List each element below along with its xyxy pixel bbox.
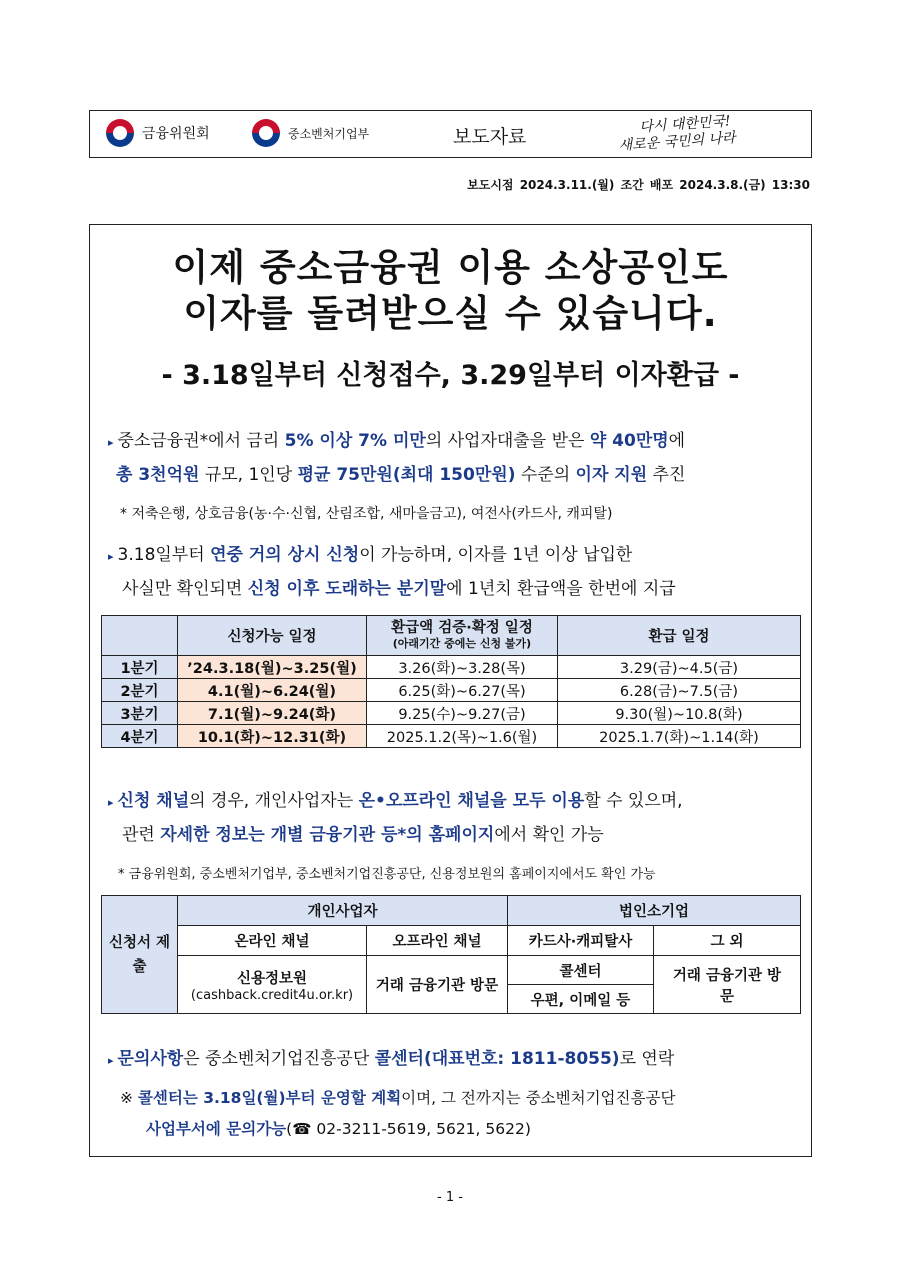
apply-cell: 4.1(월)~6.24(월) — [178, 679, 367, 702]
bullet-icon: ▸ — [108, 436, 114, 449]
bullet-icon: ▸ — [108, 1054, 114, 1067]
highlight: 콜센터는 3.18일(월)부터 운영할 계획 — [137, 1089, 402, 1107]
apply-cell: 7.1(월)~9.24(화) — [178, 702, 367, 725]
schedule-table — [101, 615, 801, 748]
fsc-logo — [106, 119, 210, 147]
text: 사실만 확인되면 — [122, 579, 248, 599]
row-header: 신청서 제출 — [102, 896, 178, 1014]
title-line1: 이제 중소금융권 이용 소상공인도 — [172, 246, 729, 289]
highlight: 이자 지원 — [575, 465, 648, 485]
verify-cell: 3.26(화)~3.28(목) — [367, 656, 558, 679]
refund-cell: 6.28(금)~7.5(금) — [558, 679, 801, 702]
para-1 — [108, 425, 798, 492]
refund-cell: 9.30(월)~10.8(화) — [558, 702, 801, 725]
col-header: 그 외 — [654, 926, 801, 956]
text: 규모, 1인당 — [199, 465, 298, 485]
verify-cell: 2025.1.2(목)~1.6(월) — [367, 725, 558, 748]
doc-type: 보도자료 — [453, 126, 527, 148]
subtitle: - 3.18일부터 신청접수, 3.29일부터 이자환급 - — [161, 360, 740, 391]
bullet-icon: ▸ — [108, 550, 114, 563]
highlight: 신청 채널 — [117, 791, 190, 811]
page-number: - 1 - — [437, 1190, 463, 1205]
text: 의 사업자대출을 받은 — [425, 431, 590, 451]
para-2 — [108, 539, 798, 606]
apply-cell: 10.1(화)~12.31(화) — [178, 725, 367, 748]
refund-cell: 2025.1.7(화)~1.14(화) — [558, 725, 801, 748]
text: 3.18일부터 — [117, 545, 211, 565]
mss-name: 중소벤처기업부 — [288, 126, 370, 141]
quarter-cell: 3분기 — [102, 702, 178, 725]
other-cell: 거래 금융기관 방문 — [654, 956, 801, 1014]
text: 할 수 있으며, — [584, 791, 683, 811]
col-header: 카드사·캐피탈사 — [508, 926, 654, 956]
highlight: 신청 이후 도래하는 분기말 — [247, 579, 447, 599]
text: ※ — [120, 1089, 138, 1107]
highlight: 총 3천억원 — [116, 465, 200, 485]
col-header: 환급 일정 — [558, 616, 801, 656]
verify-cell: 9.25(수)~9.27(금) — [367, 702, 558, 725]
online-url: (cashback.credit4u.or.kr) — [190, 987, 354, 1003]
taegeuk-icon — [106, 119, 134, 147]
col-header: 온라인 채널 — [178, 926, 367, 956]
card-callcenter-cell: 콜센터 — [508, 956, 654, 985]
highlight: 온•오프라인 채널을 모두 이용 — [358, 791, 585, 811]
col-header: 신청가능 일정 — [178, 616, 367, 656]
highlight: 평균 75만원(최대 150만원) — [297, 465, 516, 485]
offline-cell: 거래 금융기관 방문 — [367, 956, 508, 1014]
group-header: 개인사업자 — [178, 896, 508, 926]
table-row — [102, 702, 801, 725]
online-cell — [178, 956, 367, 1014]
text: 은 중소벤처기업진흥공단 — [183, 1049, 375, 1069]
col-header-note: (아래기간 중에는 신청 불가) — [392, 636, 532, 650]
header-box — [89, 110, 812, 158]
text: 추진 — [647, 465, 686, 485]
highlight: 5% 이상 7% 미만 — [284, 431, 426, 451]
text: 중소금융권*에서 금리 — [117, 431, 285, 451]
table-row — [102, 725, 801, 748]
quarter-cell: 4분기 — [102, 725, 178, 748]
highlight: 콜센터(대표번호: 1811-8055) — [374, 1049, 620, 1069]
text: 에서 확인 가능 — [494, 825, 604, 845]
quarter-cell: 1분기 — [102, 656, 178, 679]
col-header-text: 환급액 검증·확정 일정 — [391, 619, 533, 636]
refund-cell: 3.29(금)~4.5(금) — [558, 656, 801, 679]
table-corner — [102, 616, 178, 656]
text: 의 경우, 개인사업자는 — [189, 791, 359, 811]
highlight: 약 40만명 — [589, 431, 669, 451]
text: 이며, 그 전까지는 중소벤처기업진흥공단 — [401, 1089, 676, 1107]
slogan — [617, 113, 736, 155]
main-box — [89, 224, 812, 1157]
text: 관련 — [122, 825, 161, 845]
apply-cell: ’24.3.18(월)~3.25(월) — [178, 656, 367, 679]
text: 수준의 — [515, 465, 576, 485]
release-info: 보도시점 2024.3.11.(월) 조간 배포 2024.3.8.(금) 13:30 — [467, 178, 810, 192]
highlight: 연중 거의 상시 신청 — [210, 545, 360, 565]
footnote-2: * 금융위원회, 중소벤처기업부, 중소벤처기업진흥공단, 신용정보원의 홈페이지에서도 확인 가능 — [118, 867, 656, 882]
taegeuk-icon — [252, 119, 280, 147]
col-header — [367, 616, 558, 656]
online-name: 신용정보원 — [236, 970, 308, 987]
phone-numbers: (☎ 02-3211-5619, 5621, 5622) — [286, 1120, 531, 1138]
bullet-icon: ▸ — [108, 796, 114, 809]
text: 이 가능하며, 이자를 1년 이상 납입한 — [359, 545, 633, 565]
text: 에 1년치 환급액을 한번에 지급 — [446, 579, 676, 599]
highlight: 문의사항 — [117, 1049, 184, 1069]
verify-cell: 6.25(화)~6.27(목) — [367, 679, 558, 702]
highlight: 사업부서에 문의가능 — [146, 1120, 287, 1138]
slogan-line1: 다시 대한민국! — [638, 113, 732, 136]
quarter-cell: 2분기 — [102, 679, 178, 702]
text: 에 — [668, 431, 686, 451]
slogan-line2: 새로운 국민의 나라 — [618, 129, 737, 155]
table-row — [102, 656, 801, 679]
card-mail-cell: 우편, 이메일 등 — [508, 985, 654, 1014]
text: 로 연락 — [619, 1049, 675, 1069]
para-4 — [108, 1043, 798, 1077]
para-3 — [108, 785, 798, 852]
footnote-1: * 저축은행, 상호금융(농·수·신협, 산림조합, 새마을금고), 여전사(카드사, 캐피탈) — [120, 506, 613, 522]
col-header: 오프라인 채널 — [367, 926, 508, 956]
highlight: 자세한 정보는 개별 금융기관 등*의 홈페이지 — [160, 825, 495, 845]
table-row — [102, 679, 801, 702]
contact-note — [120, 1083, 675, 1145]
group-header: 법인소기업 — [508, 896, 801, 926]
channel-table — [101, 895, 801, 1014]
title-line2: 이자를 돌려받으실 수 있습니다. — [183, 292, 718, 335]
mss-logo — [252, 119, 369, 147]
fsc-name: 금융위원회 — [142, 126, 210, 142]
